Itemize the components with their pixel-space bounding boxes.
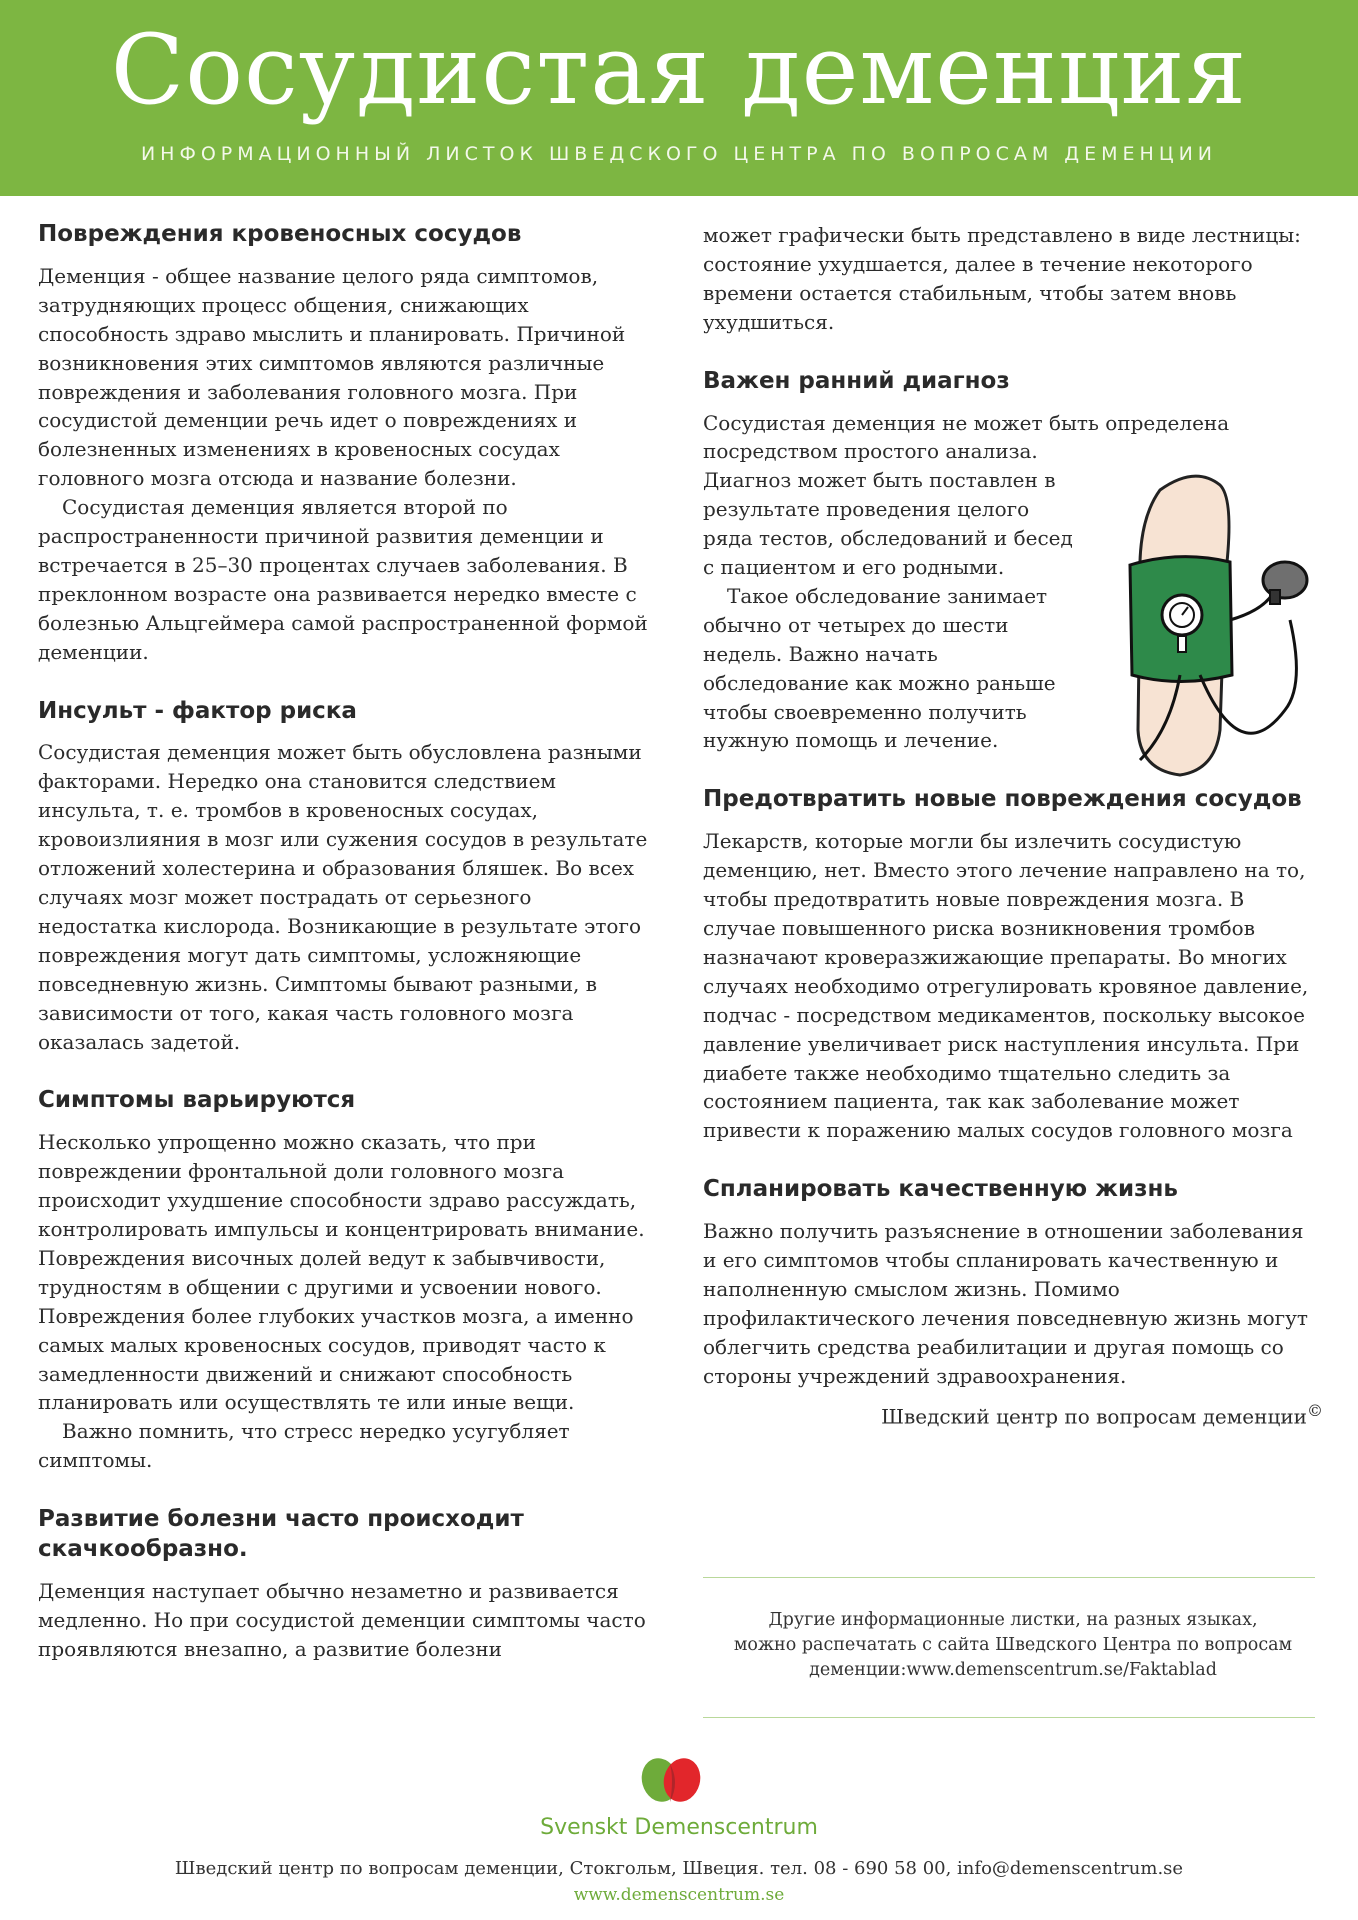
section-heading: Развитие болезни часто происходит скачкообразно. bbox=[38, 1506, 524, 1563]
section-heading: Повреждения кровеносных сосудов bbox=[38, 221, 522, 247]
paragraph: Деменция наступает обычно незаметно и развивается медленно. Но при сосудистой деменции симптомы часто проявляются внезапно, а развитие болезни bbox=[38, 1578, 646, 1661]
paragraph: Такое обследование занимает обычно от четырех до шести недель. Важно начать обследование как можно раньше чтобы своевременно получить нужную помощь и лечение. bbox=[703, 583, 1056, 753]
logo-name: Svenskt Demenscentrum bbox=[540, 1815, 818, 1840]
divider bbox=[703, 1577, 1315, 1578]
paragraph: Диагноз может быть поставлен в результате проведения целого ряда тестов, обследований и бесед с пациентом и его родными. bbox=[703, 468, 1073, 580]
section-heading: Симптомы варьируются bbox=[38, 1087, 356, 1114]
info-box bbox=[703, 1608, 1323, 1683]
paragraph: Лекарств, которые могли бы излечить сосудистую деменцию, нет. Вместо этого лечение направлено на то, чтобы предотвратить новые повреждения мозга. В случае повышенного риска возникновения тромбов назначают кроверазжижающие препараты. Во многих случаях необходимо отрегулировать кровяное давление, подчас - посредством медикаментов, поскольку высокое давление увеличивает риск наступления инсульта. При диабете также необходимо тщательно следить за состоянием пациента, так как заболевание может привести к поражению малых сосудов головного мозга bbox=[703, 829, 1309, 1143]
logo-icon bbox=[636, 1752, 708, 1812]
signature bbox=[703, 1401, 1323, 1429]
blood-pressure-cuff-icon bbox=[1100, 470, 1330, 790]
page-subtitle: ИНФОРМАЦИОННЫЙ ЛИСТОК ШВЕДСКОГО ЦЕНТРА ПО ВОПРОСАМ ДЕМЕНЦИИ bbox=[140, 143, 1218, 165]
paragraph: Несколько упрощенно можно сказать, что при повреждении фронтальной доли головного мозга происходит ухудшение способности здраво рассуждать, контролировать импульсы и концентрировать внимание. Повреждения височных долей ведут к забывчивости, трудностям в общении с другими и усвоении нового. Повреждения более глубоких участков мозга, а именно самых малых кровеносных сосудов, приводят часто к замедленности движений и снижают способность планировать или осуществлять те или иные вещи. bbox=[38, 1130, 645, 1415]
paragraph: может графически быть представлено в виде лестницы: состояние ухудшается, далее в течение некоторого времени остается стабильным, чтобы затем вновь ухудшиться. bbox=[703, 223, 1301, 334]
info-line: Другие информационные листки, на разных языках, bbox=[768, 1610, 1258, 1630]
section-symptoms-vary bbox=[38, 1086, 648, 1475]
section-heading: Важен ранний диагноз bbox=[703, 367, 1010, 394]
section-quality-life bbox=[703, 1175, 1323, 1390]
paragraph: Сосудистая деменция является второй по распространенности причиной развития деменции и встречается в 25–30 процентах случаев заболевания. В преклонном возрасте она развивается нередко вместе с болезнью Альцгеймера самой распространенной формой деменции. bbox=[38, 495, 648, 664]
divider bbox=[703, 1717, 1315, 1718]
section-vessel-damage bbox=[38, 220, 648, 667]
paragraph: Деменция - общее название целого ряда симптомов, затрудняющих процесс общения, снижающих способность здраво мыслить и планировать. Причиной возникновения этих симптомов являются различные повреждения и заболевания головного мозга. При сосудистой деменции речь идет о повреждениях и болезненных изменениях в кровеносных сосудах головного мозга отсюда и название болезни. bbox=[38, 263, 626, 491]
section-heading: Инсульт - фактор риска bbox=[38, 697, 357, 724]
paragraph: Сосудистая деменция может быть обусловлена разными факторами. Нередко она становится следствием инсульта, т. е. тромбов в кровеносных сосудах, кровоизлияния в мозг или сужения сосудов в результате отложений холестерина и образования бляшек. Во всех случаях мозг может пострадать от серьезного недостатка кислорода. Возникающие в результате этого повреждения могут дать симптомы, усложняющие повседневную жизнь. Симптомы бывают разными, в зависимости от того, какая часть головного мозга оказалась задетой. bbox=[38, 740, 648, 1054]
footer-url[interactable]: www.demenscentrum.se bbox=[573, 1885, 785, 1905]
section-continued bbox=[703, 221, 1323, 337]
section-prevent-damage bbox=[703, 785, 1323, 1145]
header-banner bbox=[0, 0, 1358, 196]
section-heading: Предотвратить новые повреждения сосудов bbox=[703, 786, 1302, 813]
section-stroke-risk bbox=[38, 697, 648, 1057]
footer-contact: Шведский центр по вопросам деменции, Стокгольм, Швеция. тел. 08 - 690 58 00, info@demenscentrum.se bbox=[174, 1858, 1184, 1879]
copyright-mark: © bbox=[1307, 1400, 1323, 1420]
paragraph: Сосудистая деменция не может быть определена посредством простого анализа. bbox=[703, 410, 1230, 464]
paragraph: Важно помнить, что стресс нередко усугубляет симптомы. bbox=[38, 1419, 570, 1473]
left-column bbox=[38, 220, 648, 1694]
page-title: Сосудистая деменция bbox=[110, 14, 1248, 126]
signature-text: Шведский центр по вопросам деменции bbox=[881, 1404, 1307, 1429]
paragraph: Важно получить разъяснение в отношении заболевания и его симптомов чтобы спланировать качественную и наполненную смыслом жизнь. Помимо профилактического лечения повседневную жизнь могут облегчить средства реабилитации и другая помощь со стороны учреждений здравоохранения. bbox=[703, 1219, 1308, 1388]
section-stepwise-progression bbox=[38, 1505, 648, 1664]
section-heading: Спланировать качественную жизнь bbox=[703, 1176, 1178, 1203]
info-line: деменции:www.demenscentrum.se/Faktablad bbox=[809, 1660, 1217, 1680]
info-line: можно распечатать с сайта Шведского Центра по вопросам bbox=[733, 1635, 1293, 1655]
right-column bbox=[703, 221, 1323, 1428]
